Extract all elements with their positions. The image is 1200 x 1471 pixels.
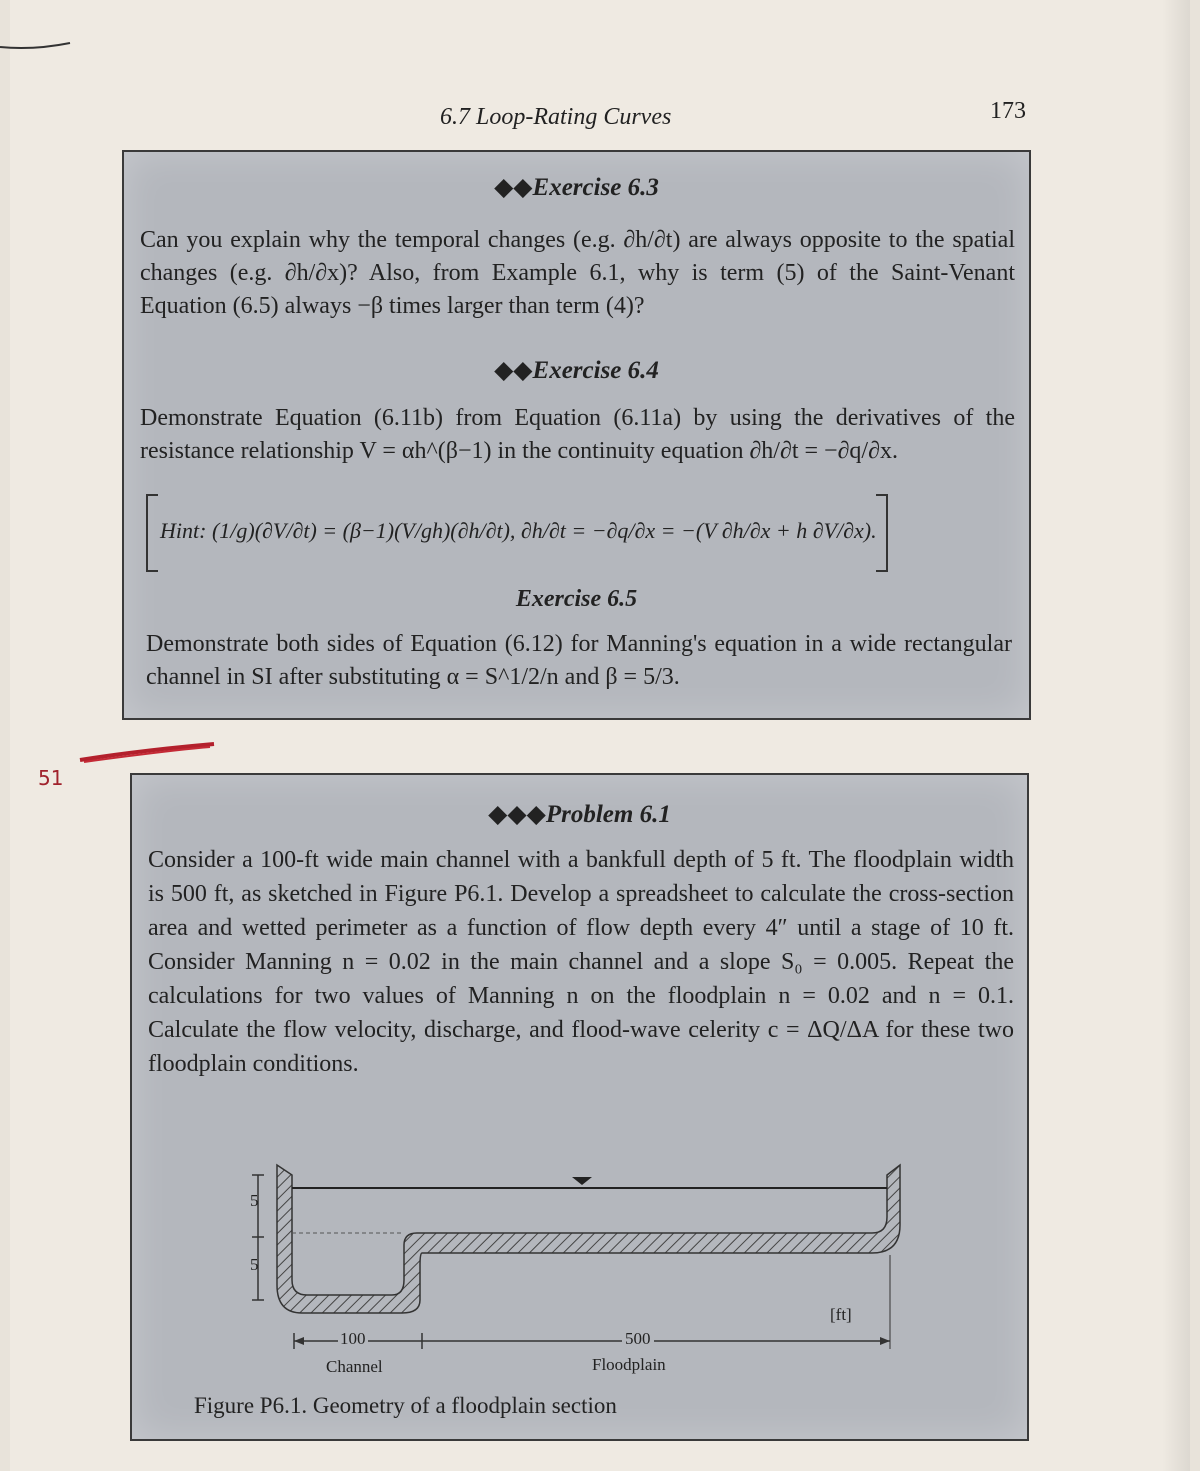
section-title: 6.7 Loop-Rating Curves: [440, 104, 672, 130]
hint-formula: (1/g)(∂V/∂t) = (β−1)(V/gh)(∂h/∂t), ∂h/∂t = −∂q/∂x = −(V ∂h/∂x + h ∂V/∂x).: [211, 518, 877, 543]
water-level-marker: [572, 1177, 592, 1185]
hint-bracket-left: [146, 494, 158, 572]
exercise-6-5-heading: Exercise 6.5: [515, 586, 638, 612]
exercise-6-4-heading: ◆◆Exercise 6.4: [494, 357, 659, 384]
hint-label: Hint:: [160, 518, 207, 543]
floodplain-width-label: 500: [622, 1329, 654, 1349]
dim-lower-label: 5: [250, 1255, 259, 1274]
pen-scribble: [0, 40, 72, 50]
exercise-6-3-heading: ◆◆Exercise 6.3: [494, 174, 659, 201]
channel-width-label: 100: [340, 1329, 366, 1348]
hint-bracket-right: [876, 494, 888, 572]
problem-box: [130, 773, 1029, 1441]
exercise-6-5-text: Demonstrate both sides of Equation (6.12) for Manning's equation in a wide rectangular channel in SI after substituting α = S^1/2/n and β = 5/3.: [146, 631, 1012, 690]
hint-expression: [160, 518, 877, 544]
page-number: 173: [990, 98, 1026, 124]
problem-6-1-text: Consider a 100-ft wide main channel with a bankfull depth of 5 ft. The floodplain width is 500 ft, as sketched in Figure P6.1. Develop a spreadsheet to calculate the cross-section area and wetted perimeter as a function of flow depth every 4″ until a stage of 10 ft. Consider Manning n = 0.02 in the main channel and a slope S₀ = 0.005. Repeat the calculations for two values of Manning n on the floodplain n = 0.02 and n = 0.1. Calculate the flow velocity, discharge, and flood-wave celerity c = ΔQ/ΔA for these two floodplain conditions.: [148, 847, 1014, 1077]
channel-label: Channel: [326, 1357, 383, 1376]
floodplain-label: Floodplain: [592, 1355, 666, 1374]
red-pen-mark: [78, 736, 218, 766]
page-edge-shadow: [1162, 0, 1190, 1471]
exercise-6-3-text: Can you explain why the temporal changes (e.g. ∂h/∂t) are always opposite to the spatial changes (e.g. ∂h/∂x)? Also, from Example 6.1, why is term (5) of the Saint-Venant Equation (6.5) always −β times larger than term (4)?: [140, 227, 1015, 319]
problem-6-1-heading: ◆◆◆Problem 6.1: [488, 801, 671, 828]
exercises-box: [122, 150, 1031, 720]
dim-upper-label: 5: [250, 1191, 259, 1210]
exercise-6-4-hint: [146, 494, 926, 570]
figure-caption: Figure P6.1. Geometry of a floodplain section: [194, 1393, 617, 1418]
exercise-6-4-text: Demonstrate Equation (6.11b) from Equation (6.11a) by using the derivatives of the resistance relationship V = αh^(β−1) in the continuity equation ∂h/∂t = −∂q/∂x.: [140, 405, 1015, 464]
unit-label: [ft]: [830, 1305, 852, 1324]
margin-note: 51: [38, 766, 64, 790]
floodplain-figure: [242, 1155, 902, 1395]
